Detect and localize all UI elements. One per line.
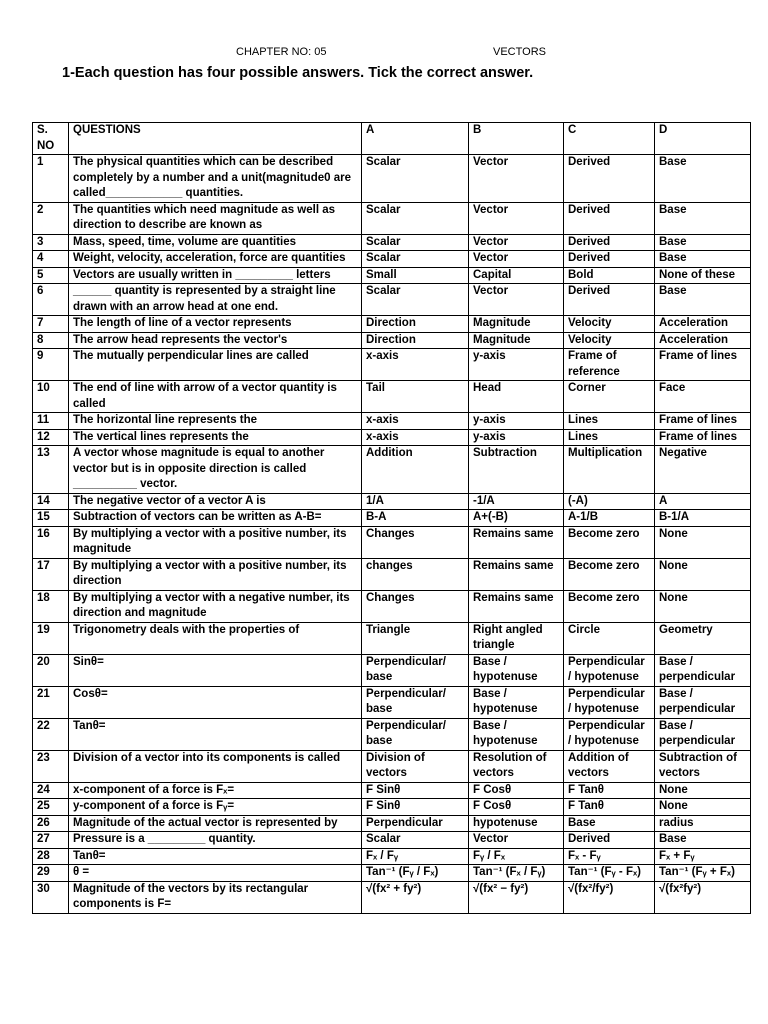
table-row	[33, 381, 751, 413]
question-cell: Vectors are usually written in _________ letters	[69, 267, 362, 284]
option-b-cell: Vector	[469, 284, 564, 316]
table-row	[33, 686, 751, 718]
mcq-table	[32, 122, 751, 914]
option-c-cell: Multiplication	[564, 446, 655, 494]
option-c-cell: F Tanθ	[564, 799, 655, 816]
sno-cell: 29	[33, 865, 69, 882]
table-row	[33, 832, 751, 849]
table-row	[33, 349, 751, 381]
sno-cell: 13	[33, 446, 69, 494]
option-a-cell: Scalar	[362, 251, 469, 268]
option-d-cell: Fₓ + Fᵧ	[655, 848, 751, 865]
option-d-cell: Subtraction of vectors	[655, 750, 751, 782]
question-cell: Magnitude of the actual vector is represented by	[69, 815, 362, 832]
option-c-cell: Derived	[564, 251, 655, 268]
option-a-cell: Perpendicular	[362, 815, 469, 832]
option-a-cell: Tan⁻¹ (Fᵧ / Fₓ)	[362, 865, 469, 882]
table-row	[33, 510, 751, 527]
sno-cell: 26	[33, 815, 69, 832]
sno-cell: 7	[33, 316, 69, 333]
option-a-cell: F Sinθ	[362, 782, 469, 799]
option-b-cell: Vector	[469, 234, 564, 251]
option-a-cell: Fₓ / Fᵧ	[362, 848, 469, 865]
table-row	[33, 413, 751, 430]
table-row	[33, 881, 751, 913]
question-cell: Sinθ=	[69, 654, 362, 686]
sno-cell: 9	[33, 349, 69, 381]
option-a-cell: Small	[362, 267, 469, 284]
option-d-cell: Frame of lines	[655, 429, 751, 446]
option-c-cell: Lines	[564, 429, 655, 446]
column-header-sno: S. NO	[33, 123, 69, 155]
option-c-cell: Become zero	[564, 590, 655, 622]
table-header-row	[33, 123, 751, 155]
question-cell: Mass, speed, time, volume are quantities	[69, 234, 362, 251]
option-c-cell: Derived	[564, 284, 655, 316]
column-header-b: B	[469, 123, 564, 155]
question-cell: A vector whose magnitude is equal to another vector but is in opposite direction is called __________ vector.	[69, 446, 362, 494]
sno-cell: 11	[33, 413, 69, 430]
table-row	[33, 590, 751, 622]
sno-cell: 27	[33, 832, 69, 849]
option-d-cell: Face	[655, 381, 751, 413]
option-c-cell: Corner	[564, 381, 655, 413]
option-a-cell: Perpendicular/ base	[362, 654, 469, 686]
sno-cell: 6	[33, 284, 69, 316]
option-a-cell: Direction	[362, 316, 469, 333]
table-row	[33, 429, 751, 446]
option-a-cell: Division of vectors	[362, 750, 469, 782]
option-d-cell: Base	[655, 234, 751, 251]
table-row	[33, 202, 751, 234]
sno-cell: 17	[33, 558, 69, 590]
option-d-cell: Base / perpendicular	[655, 654, 751, 686]
option-b-cell: Subtraction	[469, 446, 564, 494]
option-c-cell: Lines	[564, 413, 655, 430]
sno-cell: 28	[33, 848, 69, 865]
option-d-cell: None of these	[655, 267, 751, 284]
question-cell: x-component of a force is Fₓ=	[69, 782, 362, 799]
question-cell: Subtraction of vectors can be written as A-B=	[69, 510, 362, 527]
option-b-cell: Base / hypotenuse	[469, 654, 564, 686]
table-row	[33, 848, 751, 865]
option-d-cell: B-1/A	[655, 510, 751, 527]
option-b-cell: Capital	[469, 267, 564, 284]
sno-cell: 23	[33, 750, 69, 782]
option-c-cell: Frame of reference	[564, 349, 655, 381]
option-d-cell: Acceleration	[655, 332, 751, 349]
option-b-cell: Base / hypotenuse	[469, 718, 564, 750]
option-d-cell: Negative	[655, 446, 751, 494]
option-c-cell: Velocity	[564, 316, 655, 333]
option-a-cell: √(fx² + fy²)	[362, 881, 469, 913]
table-row	[33, 493, 751, 510]
option-b-cell: Head	[469, 381, 564, 413]
table-row	[33, 155, 751, 203]
option-d-cell: Base	[655, 251, 751, 268]
table-row	[33, 526, 751, 558]
sno-cell: 4	[33, 251, 69, 268]
option-d-cell: Acceleration	[655, 316, 751, 333]
sno-cell: 5	[33, 267, 69, 284]
question-cell: Trigonometry deals with the properties of	[69, 622, 362, 654]
option-a-cell: 1/A	[362, 493, 469, 510]
question-cell: The length of line of a vector represents	[69, 316, 362, 333]
option-a-cell: x-axis	[362, 429, 469, 446]
option-d-cell: Base / perpendicular	[655, 686, 751, 718]
option-b-cell: Vector	[469, 155, 564, 203]
option-a-cell: F Sinθ	[362, 799, 469, 816]
sno-cell: 14	[33, 493, 69, 510]
question-cell: By multiplying a vector with a negative number, its direction and magnitude	[69, 590, 362, 622]
question-cell: Magnitude of the vectors by its rectangular components is F=	[69, 881, 362, 913]
option-b-cell: y-axis	[469, 413, 564, 430]
sno-cell: 19	[33, 622, 69, 654]
document-header	[0, 46, 768, 60]
table-row	[33, 654, 751, 686]
option-b-cell: Remains same	[469, 590, 564, 622]
sno-cell: 10	[33, 381, 69, 413]
column-header-d: D	[655, 123, 751, 155]
table-row	[33, 558, 751, 590]
option-a-cell: Perpendicular/ base	[362, 718, 469, 750]
option-c-cell: F Tanθ	[564, 782, 655, 799]
option-c-cell: Circle	[564, 622, 655, 654]
question-cell: By multiplying a vector with a positive number, its direction	[69, 558, 362, 590]
table-row	[33, 782, 751, 799]
option-a-cell: Perpendicular/ base	[362, 686, 469, 718]
question-cell: ______ quantity is represented by a straight line drawn with an arrow head at one end.	[69, 284, 362, 316]
option-d-cell: A	[655, 493, 751, 510]
option-a-cell: Direction	[362, 332, 469, 349]
option-b-cell: Tan⁻¹ (Fₓ / Fᵧ)	[469, 865, 564, 882]
option-b-cell: Fᵧ / Fₓ	[469, 848, 564, 865]
question-cell: Weight, velocity, acceleration, force are quantities	[69, 251, 362, 268]
option-c-cell: √(fx²/fy²)	[564, 881, 655, 913]
chapter-topic: VECTORS	[493, 46, 546, 58]
option-a-cell: B-A	[362, 510, 469, 527]
table-row	[33, 865, 751, 882]
option-d-cell: Tan⁻¹ (Fᵧ + Fₓ)	[655, 865, 751, 882]
sno-cell: 30	[33, 881, 69, 913]
option-d-cell: None	[655, 799, 751, 816]
table-row	[33, 284, 751, 316]
question-cell: By multiplying a vector with a positive number, its magnitude	[69, 526, 362, 558]
question-cell: Division of a vector into its components is called	[69, 750, 362, 782]
question-cell: Tanθ=	[69, 718, 362, 750]
option-d-cell: Base / perpendicular	[655, 718, 751, 750]
option-b-cell: F Cosθ	[469, 799, 564, 816]
sno-cell: 1	[33, 155, 69, 203]
table-body	[33, 155, 751, 914]
option-c-cell: Become zero	[564, 558, 655, 590]
option-d-cell: None	[655, 526, 751, 558]
option-d-cell: √(fx²fy²)	[655, 881, 751, 913]
option-a-cell: Changes	[362, 590, 469, 622]
option-d-cell: None	[655, 590, 751, 622]
option-c-cell: Base	[564, 815, 655, 832]
option-d-cell: Base	[655, 155, 751, 203]
option-a-cell: x-axis	[362, 413, 469, 430]
sno-cell: 12	[33, 429, 69, 446]
table-row	[33, 815, 751, 832]
option-b-cell: -1/A	[469, 493, 564, 510]
option-d-cell: Frame of lines	[655, 413, 751, 430]
table-row	[33, 316, 751, 333]
option-a-cell: Changes	[362, 526, 469, 558]
option-a-cell: Scalar	[362, 202, 469, 234]
option-a-cell: x-axis	[362, 349, 469, 381]
table-row	[33, 267, 751, 284]
question-cell: The mutually perpendicular lines are called	[69, 349, 362, 381]
option-c-cell: Derived	[564, 202, 655, 234]
option-d-cell: None	[655, 782, 751, 799]
option-b-cell: Vector	[469, 202, 564, 234]
question-cell: Pressure is a _________ quantity.	[69, 832, 362, 849]
option-b-cell: Remains same	[469, 558, 564, 590]
sno-cell: 24	[33, 782, 69, 799]
column-header-c: C	[564, 123, 655, 155]
option-c-cell: Fₓ - Fᵧ	[564, 848, 655, 865]
option-c-cell: Derived	[564, 832, 655, 849]
option-b-cell: Vector	[469, 251, 564, 268]
question-cell: y-component of a force is Fᵧ=	[69, 799, 362, 816]
option-b-cell: Right angled triangle	[469, 622, 564, 654]
sno-cell: 15	[33, 510, 69, 527]
sno-cell: 18	[33, 590, 69, 622]
table-row	[33, 750, 751, 782]
question-cell: θ =	[69, 865, 362, 882]
option-b-cell: hypotenuse	[469, 815, 564, 832]
chapter-number: CHAPTER NO: 05	[236, 46, 327, 58]
sno-cell: 2	[33, 202, 69, 234]
option-c-cell: Perpendicular / hypotenuse	[564, 686, 655, 718]
table-row	[33, 332, 751, 349]
option-d-cell: Base	[655, 284, 751, 316]
option-a-cell: Tail	[362, 381, 469, 413]
question-cell: The horizontal line represents the	[69, 413, 362, 430]
option-b-cell: √(fx² − fy²)	[469, 881, 564, 913]
option-c-cell: Derived	[564, 155, 655, 203]
option-c-cell: Bold	[564, 267, 655, 284]
question-cell: The quantities which need magnitude as well as direction to describe are known as	[69, 202, 362, 234]
sno-cell: 16	[33, 526, 69, 558]
option-a-cell: Scalar	[362, 234, 469, 251]
option-a-cell: Scalar	[362, 284, 469, 316]
table-row	[33, 234, 751, 251]
question-cell: The negative vector of a vector A is	[69, 493, 362, 510]
option-b-cell: Magnitude	[469, 316, 564, 333]
table-row	[33, 622, 751, 654]
sno-cell: 20	[33, 654, 69, 686]
option-b-cell: A+(-B)	[469, 510, 564, 527]
sno-cell: 21	[33, 686, 69, 718]
question-cell: The end of line with arrow of a vector quantity is called	[69, 381, 362, 413]
option-d-cell: Base	[655, 832, 751, 849]
question-cell: The vertical lines represents the	[69, 429, 362, 446]
option-d-cell: radius	[655, 815, 751, 832]
option-c-cell: Tan⁻¹ (Fᵧ - Fₓ)	[564, 865, 655, 882]
option-d-cell: Geometry	[655, 622, 751, 654]
question-cell: Tanθ=	[69, 848, 362, 865]
option-c-cell: A-1/B	[564, 510, 655, 527]
sno-cell: 25	[33, 799, 69, 816]
column-header-a: A	[362, 123, 469, 155]
option-c-cell: Velocity	[564, 332, 655, 349]
option-b-cell: y-axis	[469, 349, 564, 381]
option-a-cell: Addition	[362, 446, 469, 494]
table-row	[33, 251, 751, 268]
option-c-cell: Addition of vectors	[564, 750, 655, 782]
question-cell: Cosθ=	[69, 686, 362, 718]
option-b-cell: Remains same	[469, 526, 564, 558]
option-b-cell: Vector	[469, 832, 564, 849]
sno-cell: 8	[33, 332, 69, 349]
option-d-cell: Frame of lines	[655, 349, 751, 381]
option-a-cell: Scalar	[362, 155, 469, 203]
option-c-cell: Derived	[564, 234, 655, 251]
sno-cell: 3	[33, 234, 69, 251]
table-row	[33, 718, 751, 750]
option-c-cell: Perpendicular / hypotenuse	[564, 718, 655, 750]
option-c-cell: Perpendicular / hypotenuse	[564, 654, 655, 686]
option-b-cell: y-axis	[469, 429, 564, 446]
option-b-cell: Resolution of vectors	[469, 750, 564, 782]
option-c-cell: (-A)	[564, 493, 655, 510]
column-header-questions: QUESTIONS	[69, 123, 362, 155]
question-cell: The physical quantities which can be described completely by a number and a unit(magnitude0 are called____________ quantities.	[69, 155, 362, 203]
option-b-cell: Base / hypotenuse	[469, 686, 564, 718]
question-cell: The arrow head represents the vector's	[69, 332, 362, 349]
option-a-cell: Scalar	[362, 832, 469, 849]
option-a-cell: changes	[362, 558, 469, 590]
option-b-cell: F Cosθ	[469, 782, 564, 799]
option-d-cell: None	[655, 558, 751, 590]
table-row	[33, 446, 751, 494]
option-b-cell: Magnitude	[469, 332, 564, 349]
instruction-text: 1-Each question has four possible answers. Tick the correct answer.	[62, 65, 534, 81]
option-d-cell: Base	[655, 202, 751, 234]
option-c-cell: Become zero	[564, 526, 655, 558]
option-a-cell: Triangle	[362, 622, 469, 654]
table-row	[33, 799, 751, 816]
sno-cell: 22	[33, 718, 69, 750]
